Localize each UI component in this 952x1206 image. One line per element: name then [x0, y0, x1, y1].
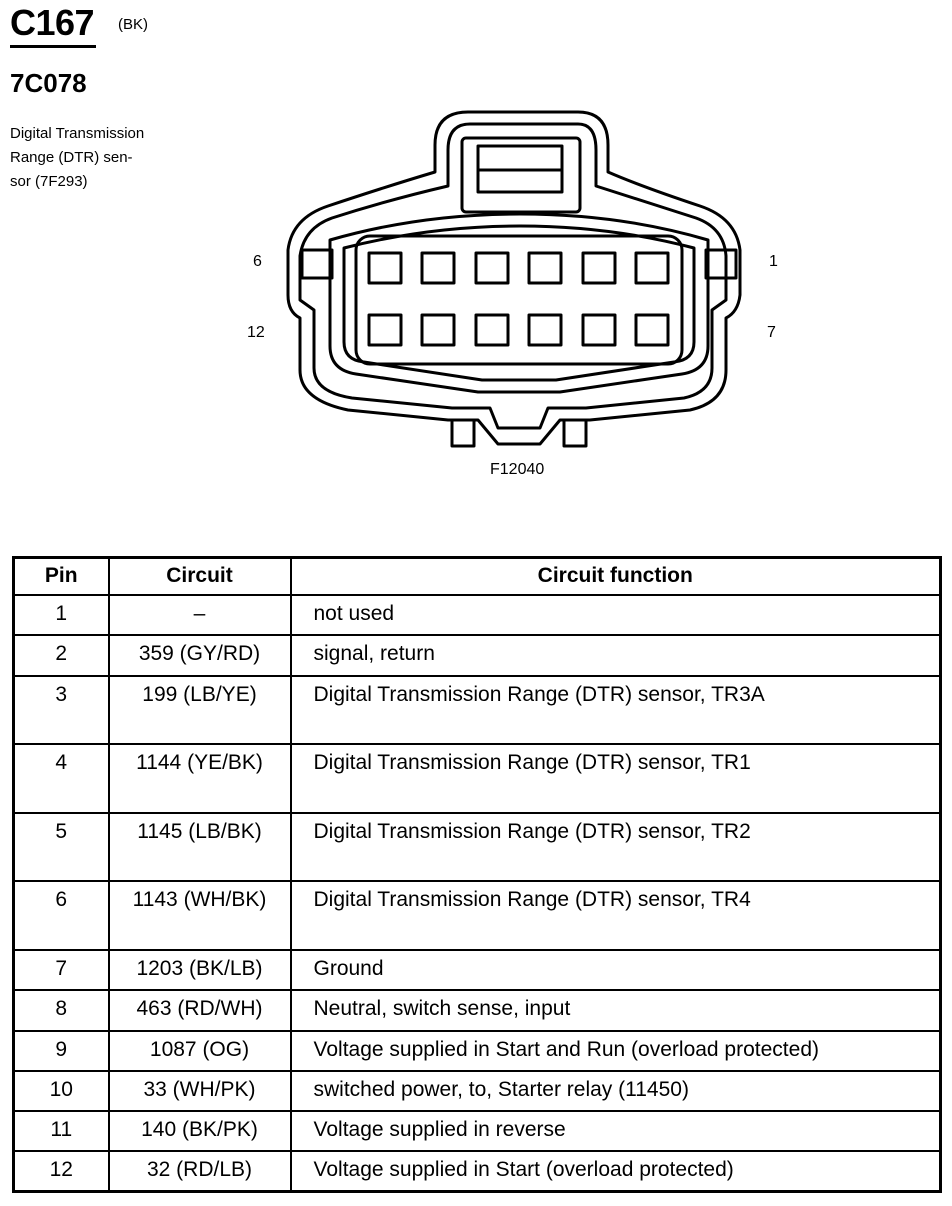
pin-cavity	[476, 253, 508, 283]
table-row	[14, 881, 941, 950]
cell-function: Digital Transmission Range (DTR) sensor, TR4	[291, 881, 941, 950]
pin-cavity	[422, 253, 454, 283]
left-key	[302, 250, 332, 278]
cell-pin: 3	[14, 676, 109, 744]
right-foot	[564, 420, 586, 446]
left-foot	[452, 420, 474, 446]
connector-id: C167	[10, 2, 95, 43]
cell-circuit: 140 (BK/PK)	[109, 1111, 291, 1151]
pinout-table	[12, 556, 942, 1193]
cell-circuit: 1087 (OG)	[109, 1031, 291, 1071]
part-number: 7C078	[10, 68, 87, 98]
table-row	[14, 1071, 941, 1111]
pin-cavity	[369, 315, 401, 345]
header-circuit: Circuit	[109, 558, 291, 596]
table-row	[14, 595, 941, 635]
pin-cavity	[636, 253, 668, 283]
cell-circuit: 1143 (WH/BK)	[109, 881, 291, 950]
pin-row-top	[369, 253, 668, 283]
cell-circuit: 463 (RD/WH)	[109, 990, 291, 1031]
pin-cavity	[369, 253, 401, 283]
cell-pin: 4	[14, 744, 109, 813]
header-pin: Pin	[14, 558, 109, 596]
description-line: Digital Transmission	[10, 125, 145, 142]
table-row	[14, 635, 941, 676]
pin-cavity	[636, 315, 668, 345]
pin-row-bottom	[369, 315, 668, 345]
right-key	[706, 250, 736, 278]
cell-pin: 12	[14, 1151, 109, 1191]
connector-face-diagram	[240, 100, 800, 460]
cell-function: Digital Transmission Range (DTR) sensor, TR3A	[291, 676, 941, 744]
cell-circuit: –	[109, 595, 291, 635]
cell-circuit: 199 (LB/YE)	[109, 676, 291, 744]
title-underline	[10, 45, 96, 48]
header-circuit-function: Circuit function	[291, 558, 941, 596]
cell-function: Voltage supplied in Start and Run (overload protected)	[291, 1031, 941, 1071]
figure-id: F12040	[490, 461, 545, 478]
mating-face-inner	[344, 226, 694, 380]
component-description	[10, 122, 185, 194]
cell-pin: 7	[14, 950, 109, 990]
pin-cavity-frame	[356, 236, 682, 364]
description-line: Range (DTR) sen-	[10, 149, 133, 166]
cell-circuit: 33 (WH/PK)	[109, 1071, 291, 1111]
table-row	[14, 1031, 941, 1071]
pin-label-top-right: 1	[769, 253, 778, 270]
cell-pin: 8	[14, 990, 109, 1031]
description-line: sor (7F293)	[10, 173, 88, 190]
pin-cavity	[529, 253, 561, 283]
cell-pin: 11	[14, 1111, 109, 1151]
pin-label-bottom-right: 7	[767, 324, 776, 341]
table-row	[14, 676, 941, 744]
pin-cavity	[476, 315, 508, 345]
pin-cavity	[583, 253, 615, 283]
cell-pin: 6	[14, 881, 109, 950]
cell-function: not used	[291, 595, 941, 635]
table-row	[14, 813, 941, 881]
cell-function: Digital Transmission Range (DTR) sensor, TR2	[291, 813, 941, 881]
cell-circuit: 1144 (YE/BK)	[109, 744, 291, 813]
table-row	[14, 744, 941, 813]
table-header-row	[14, 558, 941, 596]
cell-pin: 1	[14, 595, 109, 635]
cell-function: Voltage supplied in reverse	[291, 1111, 941, 1151]
cell-circuit: 32 (RD/LB)	[109, 1151, 291, 1191]
cell-circuit: 1145 (LB/BK)	[109, 813, 291, 881]
table-row	[14, 990, 941, 1031]
pin-cavity	[583, 315, 615, 345]
color-code: (BK)	[118, 16, 148, 33]
cell-function: signal, return	[291, 635, 941, 676]
cell-function: switched power, to, Starter relay (11450)	[291, 1071, 941, 1111]
pin-cavity	[422, 315, 454, 345]
pin-label-top-left: 6	[253, 253, 262, 270]
table-row	[14, 1151, 941, 1191]
cell-pin: 9	[14, 1031, 109, 1071]
cell-function: Voltage supplied in Start (overload protected)	[291, 1151, 941, 1191]
cell-function: Ground	[291, 950, 941, 990]
cell-pin: 10	[14, 1071, 109, 1111]
pin-label-bottom-left: 12	[247, 324, 265, 341]
table-row	[14, 950, 941, 990]
cell-pin: 2	[14, 635, 109, 676]
pin-cavity	[529, 315, 561, 345]
cell-pin: 5	[14, 813, 109, 881]
cell-circuit: 359 (GY/RD)	[109, 635, 291, 676]
cell-function: Digital Transmission Range (DTR) sensor, TR1	[291, 744, 941, 813]
cell-function: Neutral, switch sense, input	[291, 990, 941, 1031]
cell-circuit: 1203 (BK/LB)	[109, 950, 291, 990]
table-row	[14, 1111, 941, 1151]
